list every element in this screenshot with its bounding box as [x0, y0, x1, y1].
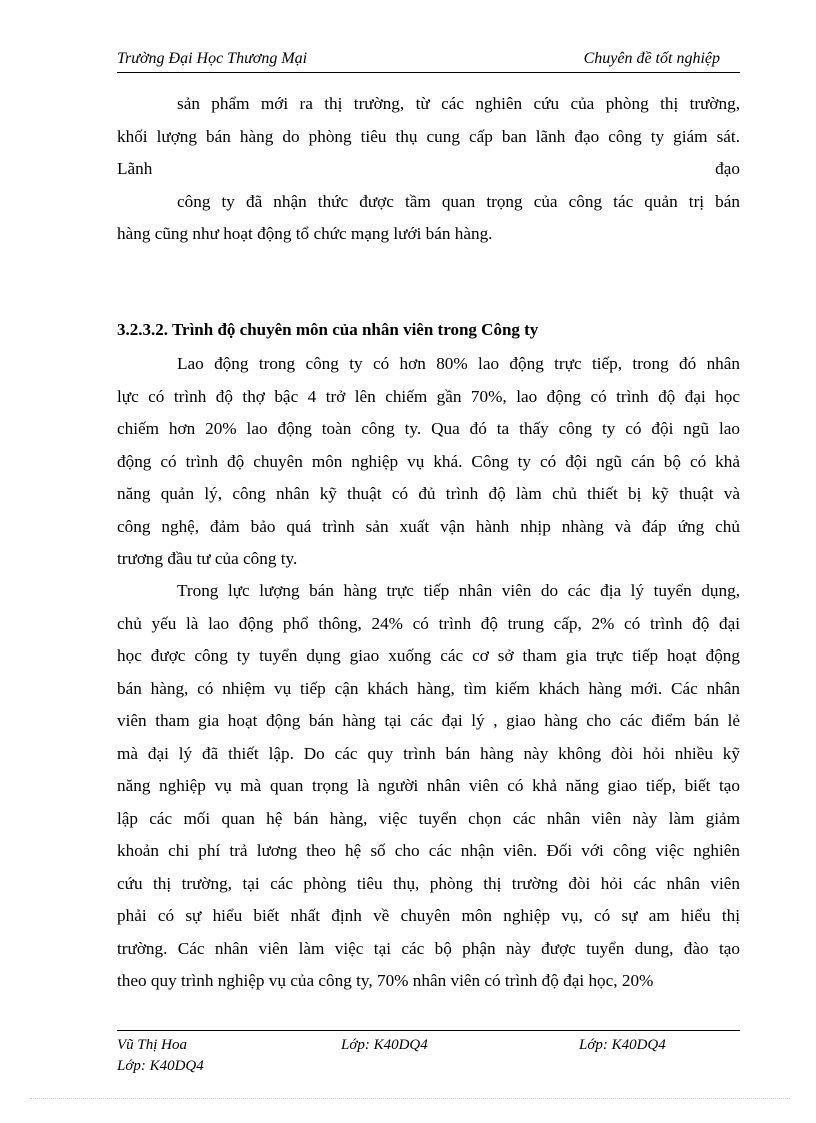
text-line: lập các mối quan hệ bán hàng, việc tuyển chọn các nhân viên này làm giảm	[117, 808, 740, 828]
text-line: Trong lực lượng bán hàng trực tiếp nhân viên do các địa lý tuyển dụng,	[177, 581, 740, 600]
text-line: Lao động trong công ty có hơn 80% lao động trực tiếp, trong đó nhân	[177, 354, 740, 373]
paragraph-3	[117, 575, 740, 998]
footer-author: Vũ Thị Hoa	[117, 1037, 188, 1053]
header-school: Trường Đại Học Thương Mại	[117, 50, 308, 67]
page-bottom-divider	[30, 1098, 790, 1099]
page-header	[117, 46, 740, 73]
text-word: đạo	[715, 159, 740, 178]
section-heading: 3.2.3.2. Trình độ chuyên môn của nhân viên trong Công ty	[117, 320, 539, 339]
text-line: chủ yếu là lao động phổ thông, 24% có trình độ trung cấp, 2% có trình độ đại	[117, 613, 740, 633]
paragraph-2	[117, 348, 740, 576]
text-line: trương đầu tư của công ty.	[117, 549, 298, 568]
text-line: học được công ty tuyển dụng giao xuống các cơ sở tham gia trực tiếp hoạt động	[117, 646, 740, 665]
text-line: năng nghiệp vụ mà quan trọng là người nhân viên có khả năng giao tiếp, biết tạo	[117, 776, 740, 795]
text-line: trường. Các nhân viên làm việc tại các bộ phận này được tuyển dung, đào tạo	[117, 938, 740, 958]
text-line: công nghệ, đảm bảo quá trình sản xuất vận hành nhịp nhàng và đáp ứng chủ	[117, 516, 740, 536]
text-line: lực có trình độ thợ bậc 4 trở lên chiếm gần 70%, lao động có trình độ đại học	[117, 386, 740, 406]
text-line: động có trình độ chuyên môn nghiệp vụ khá. Công ty có đội ngũ cán bộ có khả	[117, 451, 740, 471]
text-line: sản phẩm mới ra thị trường, từ các nghiên cứu của phòng thị trường,	[177, 94, 740, 113]
text-line: phải có sự hiểu biết nhất định về chuyên môn nghiệp vụ, có sự am hiểu thị	[117, 906, 740, 925]
text-line: theo quy trình nghiệp vụ của công ty, 70% nhân viên có trình độ đại học, 20%	[117, 971, 654, 990]
header-doc-type: Chuyên đề tốt nghiệp	[583, 50, 720, 67]
text-line: viên tham gia hoạt động bán hàng tại các đại lý , giao hàng cho các điểm bán lẻ	[117, 711, 740, 730]
text-line: khoản chi phí trả lương theo hệ số cho các nhận viên. Đối với công việc nghiên	[117, 841, 740, 860]
text-line-split	[117, 153, 740, 186]
text-line: cứu thị trường, tại các phòng tiêu thụ, phòng thị trường đòi hỏi các nhân viên	[117, 873, 740, 893]
page-footer	[117, 1030, 740, 1074]
text-line: khối lượng bán hàng do phòng tiêu thụ cung cấp ban lãnh đạo công ty giám sát.	[117, 126, 740, 146]
text-line: năng quản lý, công nhân kỹ thuật có đủ trình độ làm chủ thiết bị kỹ thuật và	[117, 484, 740, 503]
footer-class-right: Lớp: K40DQ4	[579, 1037, 666, 1053]
footer-class-left: Lớp: K40DQ4	[117, 1058, 204, 1074]
text-line: chiếm hơn 20% lao động toàn công ty. Qua đó ta thấy công ty có đội ngũ lao	[117, 419, 740, 438]
footer-class-center: Lớp: K40DQ4	[341, 1037, 428, 1053]
text-line: bán hàng, có nhiệm vụ tiếp cận khách hàng, tìm kiếm khách hàng mới. Các nhân	[117, 678, 740, 698]
text-line: công ty đã nhận thức được tầm quan trọng của công tác quản trị bán	[177, 191, 740, 211]
paragraph-1	[117, 88, 740, 251]
text-line: mà đại lý đã thiết lập. Do các quy trình bán hàng này không đòi hỏi nhiều kỹ	[117, 743, 740, 763]
text-line: hàng cũng như hoạt động tổ chức mạng lưới bán hàng.	[117, 224, 493, 243]
text-word: Lãnh	[117, 159, 153, 178]
